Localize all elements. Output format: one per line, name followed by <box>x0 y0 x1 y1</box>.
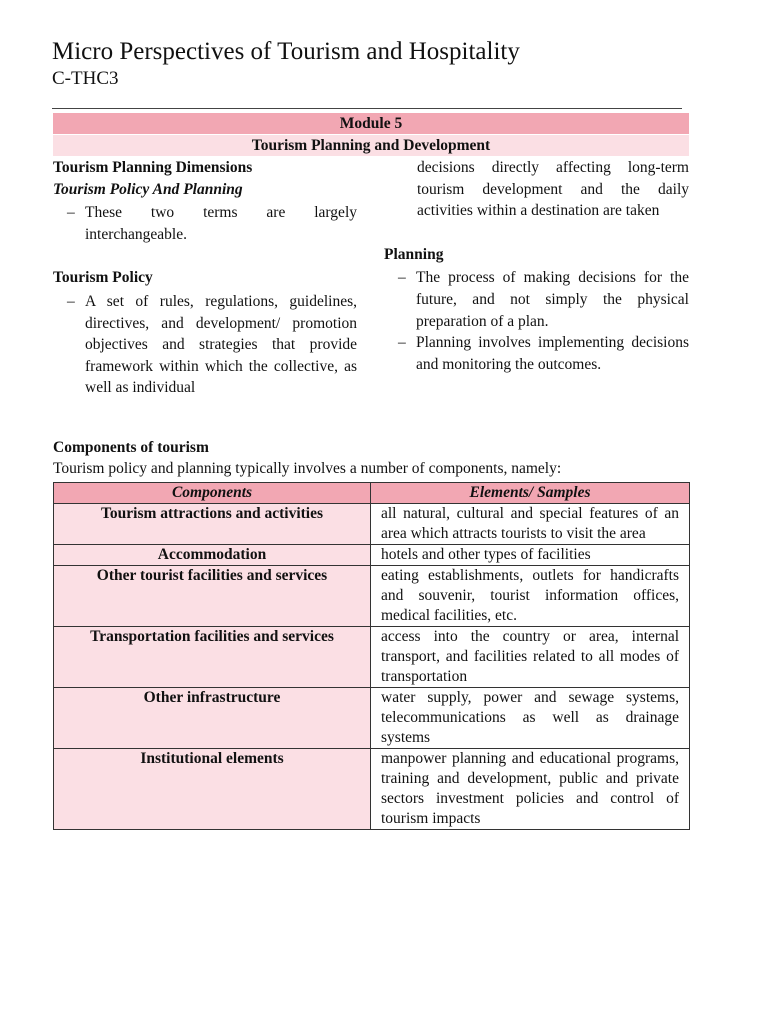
column-header: Elements/ Samples <box>371 483 690 504</box>
list-item-text: A set of rules, regulations, guidelines, directives, and development/ promotion objectives and strategies that provide framework within which the collective, as well as individual <box>85 292 357 397</box>
column-header: Components <box>54 483 371 504</box>
list-item-text: Planning involves implementing decisions and monitoring the outcomes. <box>416 334 689 373</box>
component-cell: Tourism attractions and activities <box>54 504 371 545</box>
table-row <box>54 627 690 688</box>
right-column <box>384 157 689 375</box>
component-cell: Other infrastructure <box>54 688 371 749</box>
element-cell: manpower planning and educational programs, training and development, public and private sectors investment policies and control of tourism impacts <box>371 749 690 830</box>
left-column <box>53 157 357 399</box>
dash-bullet-icon: – <box>398 334 406 352</box>
component-cell: Other tourist facilities and services <box>54 566 371 627</box>
table-row <box>54 545 690 566</box>
subsection-heading: Tourism Policy And Planning <box>53 180 243 198</box>
list-item <box>384 332 689 375</box>
list-item-text: These two terms are largely interchangeable. <box>85 204 357 243</box>
module-label: Module 5 <box>53 113 689 134</box>
components-table <box>53 482 690 830</box>
section-heading: Tourism Planning Dimensions <box>53 159 253 176</box>
dash-bullet-icon: – <box>67 292 75 310</box>
table-row <box>54 688 690 749</box>
component-cell: Accommodation <box>54 545 371 566</box>
list-item-text: The process of making decisions for the future, and not simply the physical preparation of a plan. <box>416 269 689 330</box>
dash-bullet-icon: – <box>67 204 75 222</box>
course-code: C-THC3 <box>52 68 119 89</box>
list-item <box>53 202 357 245</box>
section-heading: Planning <box>384 245 444 263</box>
table-row <box>54 504 690 545</box>
header-divider <box>52 108 682 109</box>
element-cell: eating establishments, outlets for handicrafts and souvenir, tourist information offices, medical facilities, etc. <box>371 566 690 627</box>
table-row <box>54 749 690 830</box>
document-title: Micro Perspectives of Tourism and Hospitality <box>52 38 520 65</box>
table-header-row <box>54 483 690 504</box>
dash-bullet-icon: – <box>398 269 406 287</box>
list-item <box>53 291 357 399</box>
list-item <box>384 267 689 332</box>
element-cell: water supply, power and sewage systems, telecommunications as well as drainage systems <box>371 688 690 749</box>
element-cell: hotels and other types of facilities <box>371 545 690 566</box>
element-cell: all natural, cultural and special features of an area which attracts tourists to visit the area <box>371 504 690 545</box>
section-intro: Tourism policy and planning typically involves a number of components, namely: <box>53 460 562 477</box>
element-cell: access into the country or area, internal transport, and facilities related to all modes of transportation <box>371 627 690 688</box>
section-heading: Components of tourism <box>53 439 209 456</box>
table-row <box>54 566 690 627</box>
module-topic: Tourism Planning and Development <box>53 135 689 156</box>
component-cell: Institutional elements <box>54 749 371 830</box>
continued-text: decisions directly affecting long-term tourism development and the daily activities within a destination are taken <box>417 159 689 220</box>
section-heading: Tourism Policy <box>53 269 153 287</box>
component-cell: Transportation facilities and services <box>54 627 371 688</box>
